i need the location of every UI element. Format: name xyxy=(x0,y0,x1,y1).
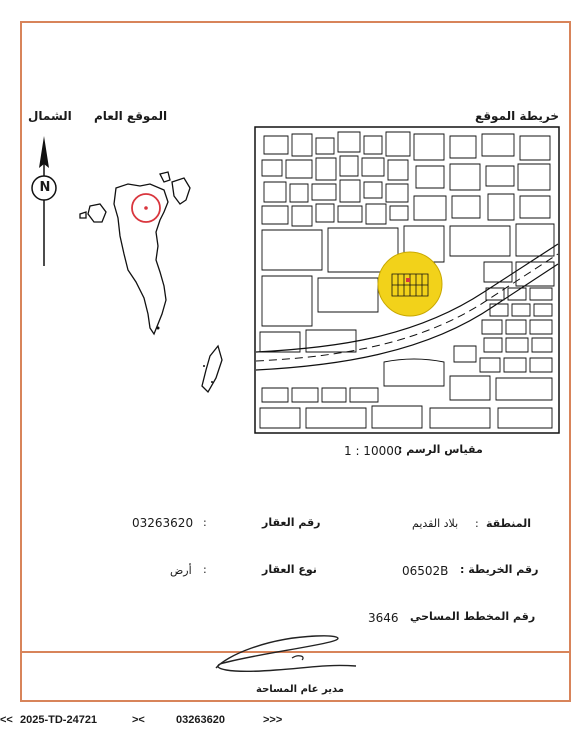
north-label: الشمال xyxy=(28,109,72,123)
area-value: بلاد القديم xyxy=(412,517,459,530)
property-type-colon: : xyxy=(203,563,207,576)
overview-map xyxy=(76,160,238,410)
footer-transaction-id: 2025-TD-24721 xyxy=(20,714,98,726)
scale-label: مقياس الرسم : xyxy=(398,443,483,456)
property-number-colon: : xyxy=(203,516,207,529)
scale-value: 1 : 10000 xyxy=(344,444,402,458)
footer-suffix: >>> xyxy=(263,714,283,726)
survey-plan-value: 3646 xyxy=(368,611,399,625)
footer-property-number: 03263620 xyxy=(176,714,225,726)
map-number-value: 06502B xyxy=(402,564,449,578)
property-type-label: نوع العقار xyxy=(262,563,317,576)
signature-title: مدير عام المساحة xyxy=(256,684,344,695)
area-colon: : xyxy=(475,517,479,530)
site-map xyxy=(254,126,560,434)
map-number-label: رقم الخريطة : xyxy=(460,563,539,576)
compass-letter: N xyxy=(39,180,51,195)
signature-scribble xyxy=(206,626,376,686)
survey-plan-label: رقم المخطط المساحي xyxy=(410,610,536,623)
area-label: المنطقة xyxy=(486,517,532,530)
footer-prefix: << xyxy=(0,714,13,726)
property-type-value: أرض xyxy=(170,564,192,577)
general-location-label: الموقع العام xyxy=(94,109,168,123)
footer-separator: >< xyxy=(132,714,145,726)
site-map-label: خريطة الموقع xyxy=(475,109,560,123)
north-arrow-icon xyxy=(28,134,60,268)
property-number-label: رقم العقار xyxy=(262,516,321,529)
property-number-value: 03263620 xyxy=(132,516,194,530)
